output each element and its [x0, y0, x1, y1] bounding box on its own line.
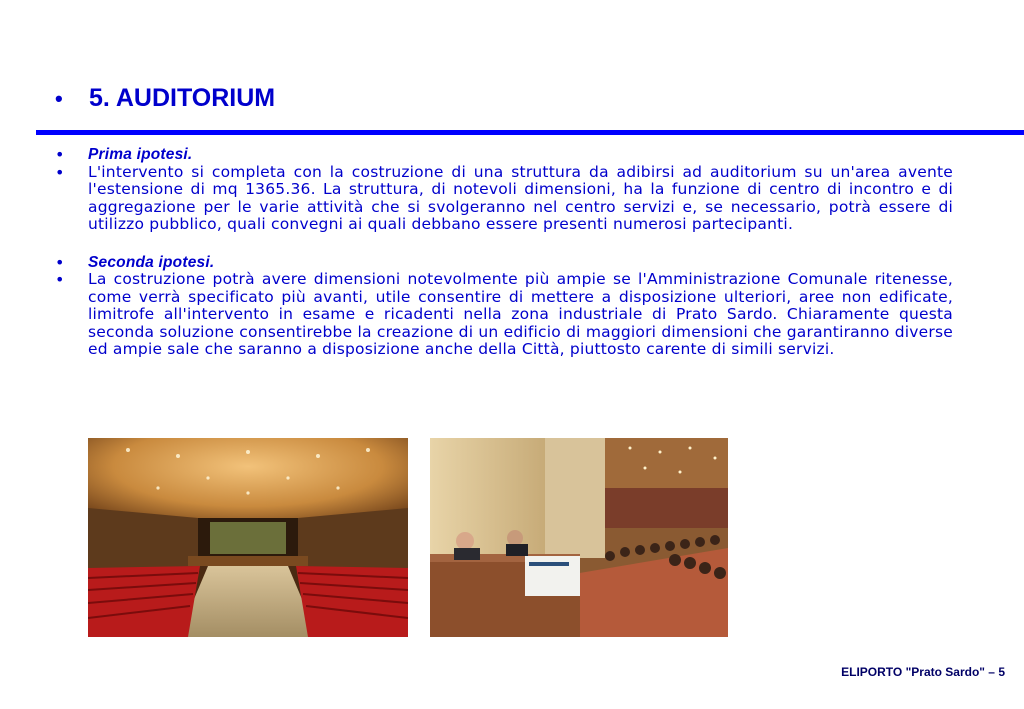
title-divider [36, 130, 1024, 135]
title-bullet: • [55, 85, 63, 111]
page-footer: ELIPORTO "Prato Sardo" – 5 [841, 665, 1005, 679]
section-1-heading: Prima ipotesi. [88, 146, 193, 163]
section-1-body-item [55, 164, 953, 234]
section-2-body-item [55, 271, 953, 359]
section-2-heading: Seconda ipotesi. [88, 253, 215, 271]
bullet: • [55, 270, 65, 289]
section-1-heading-item [55, 146, 953, 164]
section-2-heading-item [55, 254, 953, 272]
section-2-body: La costruzione potrà avere dimensioni notevolmente più ampie se l'Amministrazione Comunale ritenesse, come verrà specificato più avanti, utile consentire di mettere a disposizione ulteriori, aree non edificate, limitrofe all'intervento in esame e ricadenti nella zona industriale di Prato Sardo. Chiaramente questa seconda soluzione consentirebbe la creazione di un edificio di maggiori dimensioni che garantiranno diverse ed ampie sale che saranno a disposizione anche della Città, piuttosto carente di simili servizi. [88, 270, 953, 358]
title-text: 5. AUDITORIUM [89, 84, 276, 112]
bullet: • [55, 145, 65, 164]
auditorium-hall-photo [88, 438, 408, 637]
section-1-body: L'intervento si completa con la costruzione di una struttura da adibirsi ad auditorium su un'area avente l'estensione di mq 1365.36. La struttura, di notevoli dimensioni, ha la funzione di centro di incontro e di aggregazione per le varie attività che si svolgeranno nel centro servizi e, se necessario, potrà essere di utilizzo pubblico, quali convegni ai quali debbano essere presenti numerosi partecipanti. [88, 162, 953, 233]
page-title [55, 84, 275, 113]
conference-event-photo [430, 438, 728, 637]
bullet: • [55, 252, 65, 272]
bullet: • [55, 162, 65, 182]
content-body [55, 146, 953, 359]
